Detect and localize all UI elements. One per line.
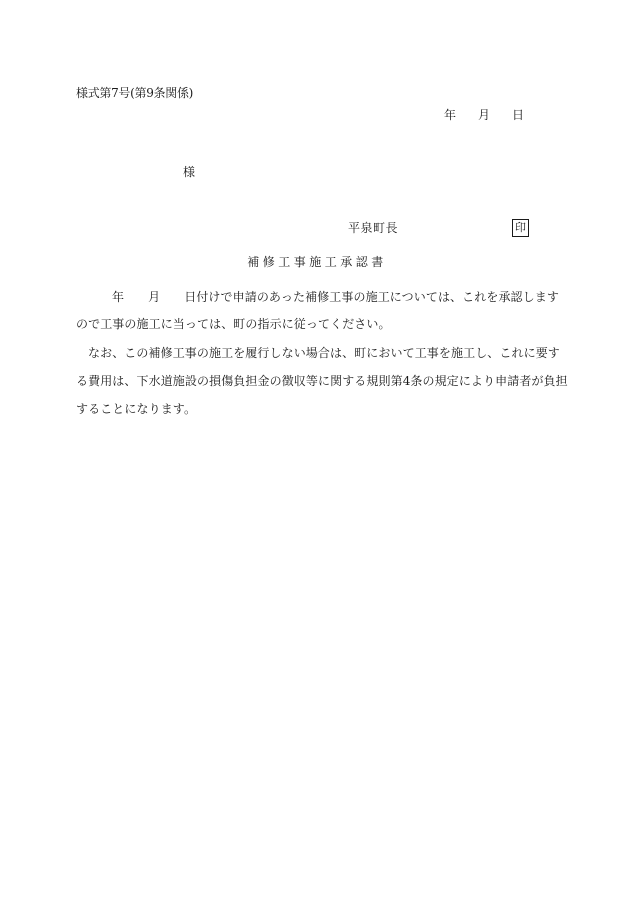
body-paragraph-2-line-1-text: なお、この補修工事の施工を履行しない場合は、町において工事を施工し、これに要す (88, 346, 560, 360)
body-line-1-text: 日付けで申請のあった補修工事の施工については、これを承認します (184, 290, 559, 304)
recipient-suffix: 様 (183, 165, 196, 179)
body-paragraph-2-line-1 (76, 347, 560, 359)
body-year-label: 年 (112, 290, 125, 304)
issuer-name: 平泉町長 (348, 221, 399, 235)
seal-mark: 印 (512, 219, 529, 237)
body-paragraph-2-line-2: る費用は、下水道施設の損傷負担金の徴収等に関する規則第4条の規定により申請者が負担 (76, 374, 568, 388)
date-year-label: 年 (444, 108, 457, 122)
body-paragraph-1-line-2: ので工事の施工に当っては、町の指示に従ってください。 (76, 317, 391, 331)
body-paragraph-2-line-3: することになります。 (76, 402, 197, 416)
body-month-label: 月 (148, 290, 161, 304)
date-month-label: 月 (478, 108, 491, 122)
form-number: 様式第7号(第9条関係) (76, 86, 194, 100)
body-paragraph-1-line-1 (76, 291, 559, 303)
date-day-label: 日 (512, 108, 525, 122)
document-title: 補修工事施工承認書 (247, 255, 387, 269)
date-line (444, 109, 524, 121)
